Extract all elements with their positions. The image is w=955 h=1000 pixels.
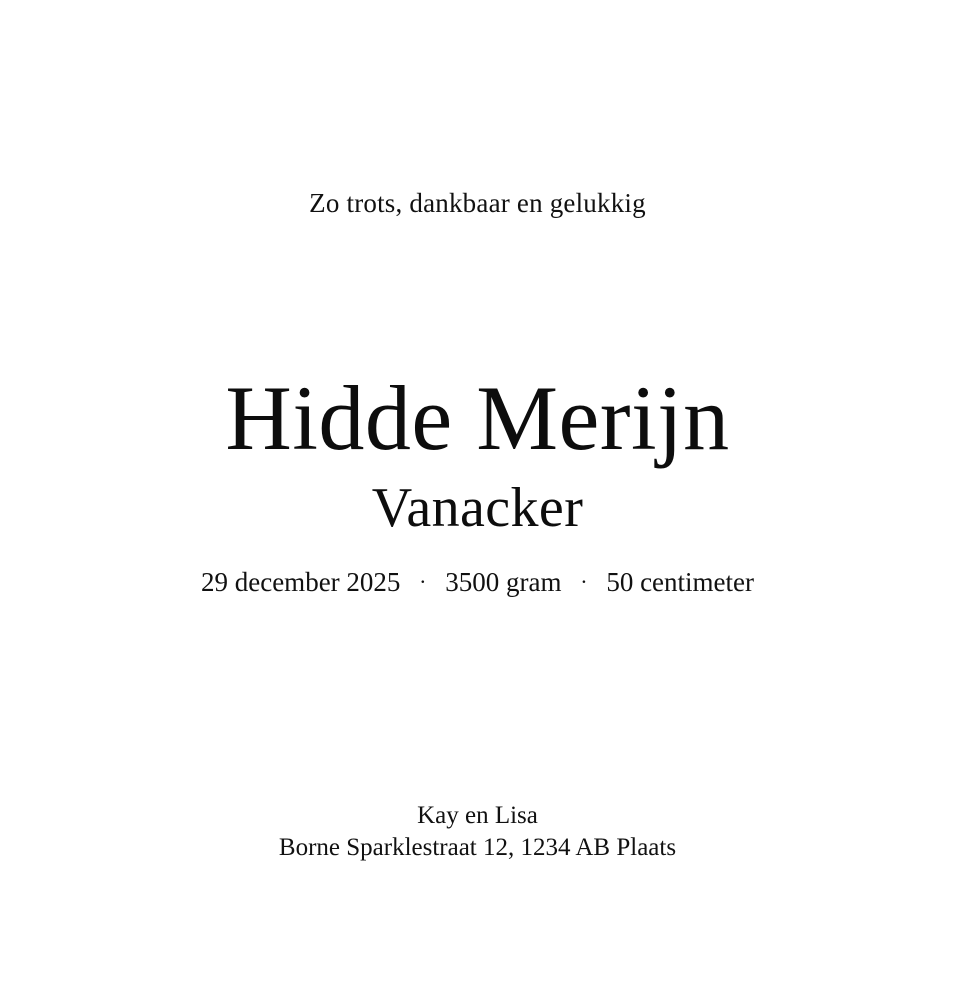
birth-details <box>0 566 955 598</box>
detail-separator-2: · <box>580 569 588 594</box>
last-name: Vanacker <box>371 477 584 539</box>
tagline: Zo trots, dankbaar en gelukkig <box>309 188 646 218</box>
name-block <box>0 367 955 598</box>
birth-length: 50 centimeter <box>606 567 754 597</box>
detail-separator-1: · <box>419 569 427 594</box>
address-line: Borne Sparklestraat 12, 1234 AB Plaats <box>278 834 677 861</box>
footer-block <box>0 800 955 864</box>
first-name: Hidde Merijn <box>225 367 730 469</box>
birth-date: 29 december 2025 <box>200 567 401 597</box>
parents-names: Kay en Lisa <box>417 802 538 829</box>
birth-weight: 3500 gram <box>445 567 562 597</box>
